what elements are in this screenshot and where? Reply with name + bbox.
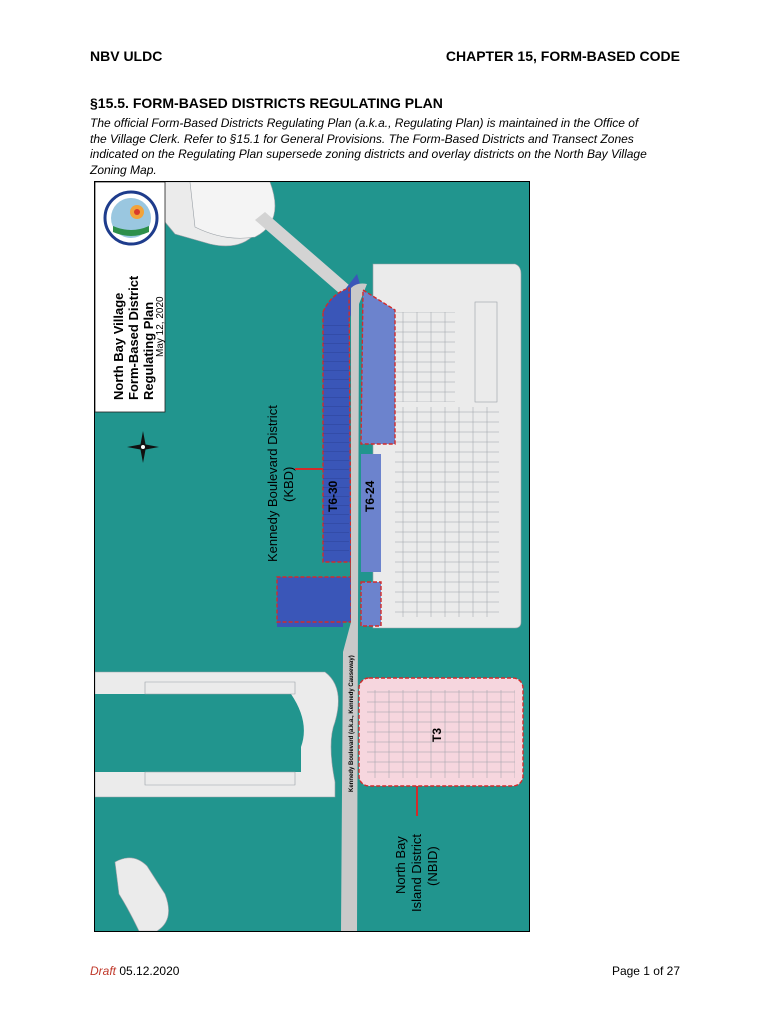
header-right: CHAPTER 15, FORM-BASED CODE — [445, 48, 680, 64]
intro-line: The official Form-Based Districts Regulating Plan (a.k.a., Regulating Plan) is maintained in the Office of — [90, 116, 639, 130]
land-top-mid — [190, 182, 275, 238]
lots-east-upper — [395, 312, 455, 402]
intro-paragraph — [90, 116, 690, 178]
land-finger-north — [145, 682, 295, 694]
intro-line: indicated on the Regulating Plan supersede zoning districts and overlay districts on the North Bay Village — [90, 147, 647, 161]
label-t6-30: T6-30 — [326, 480, 340, 512]
label-nbid: Island District — [409, 833, 424, 912]
label-kbd: Kennedy Boulevard District — [265, 405, 280, 562]
label-t6-24: T6-24 — [363, 480, 377, 512]
map-title-line: North Bay Village — [111, 292, 126, 400]
map-date: May 12, 2020 — [155, 296, 166, 357]
footer-draft — [90, 964, 179, 978]
map-title-line: Form-Based District — [126, 275, 141, 400]
page-number: Page 1 of 27 — [611, 964, 680, 978]
draft-label: Draft — [90, 964, 117, 978]
village-seal-icon — [105, 192, 157, 244]
map-title-line: Regulating Plan — [141, 301, 156, 400]
section-title: §15.5. FORM-BASED DISTRICTS REGULATING PLAN — [90, 95, 443, 111]
label-kbd-abbr: (KBD) — [281, 466, 296, 502]
regulating-plan-map — [94, 181, 530, 932]
draft-date: 05.12.2020 — [119, 964, 180, 978]
intro-line: Zoning Map. — [90, 162, 157, 177]
land-finger-south — [145, 772, 295, 785]
label-nbid: North Bay — [393, 836, 408, 894]
label-road: Kennedy Boulevard (a.k.a., Kennedy Causeway) — [349, 655, 355, 792]
zone-t6-24-area — [361, 290, 395, 444]
label-nbid: (NBID) — [425, 846, 440, 886]
zone-t6-24-bottom — [361, 582, 381, 626]
header-left: NBV ULDC — [90, 48, 163, 64]
water-basin-west — [95, 694, 304, 772]
intro-line: the Village Clerk. Refer to §15.1 for General Provisions. The Form-Based Districts and Transect Zones — [90, 131, 634, 146]
lots-east-grid — [395, 407, 499, 617]
zone-t6-30-lots — [323, 317, 349, 557]
label-t3: T3 — [430, 727, 444, 742]
zone-t6-24-lower — [361, 454, 381, 572]
